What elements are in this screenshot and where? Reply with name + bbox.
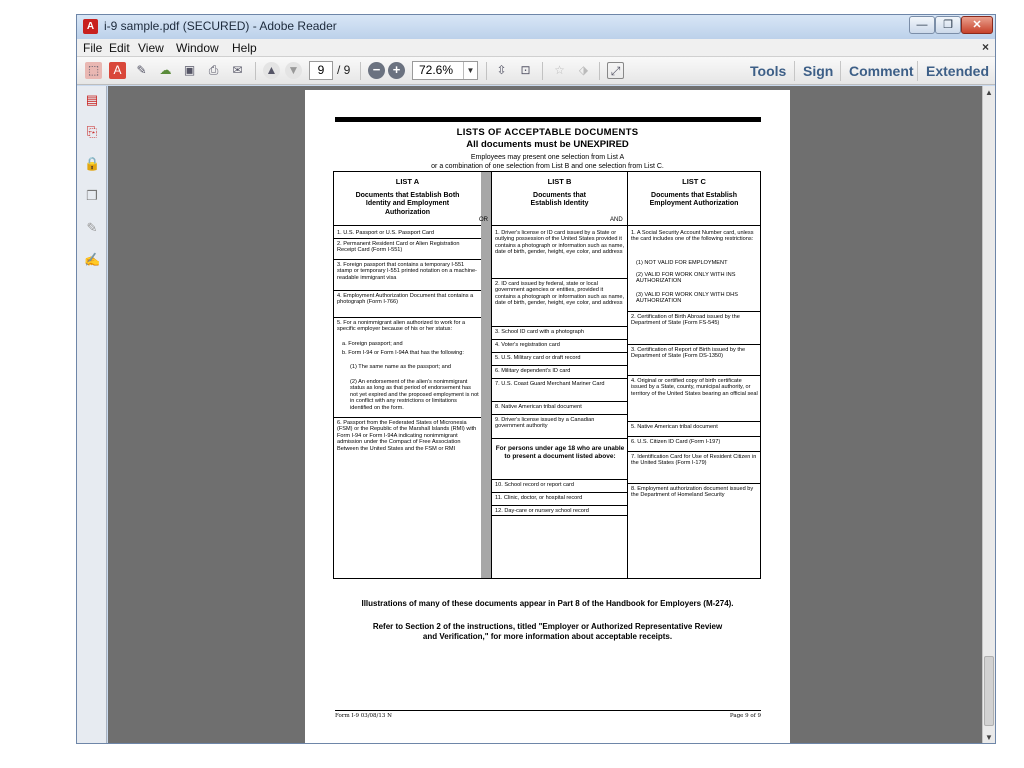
list-b-name: LIST B	[547, 177, 572, 186]
window-title: i-9 sample.pdf (SECURED) - Adobe Reader	[104, 19, 337, 33]
menu-help[interactable]: Help	[232, 41, 257, 55]
or-separator-column	[481, 172, 491, 578]
page-number-label: Page 9 of 9	[729, 713, 761, 719]
list-item: 1. A Social Security Account Number card, unless the card includes one of the following restrictions:	[631, 230, 754, 243]
list-item: 7. U.S. Coast Guard Merchant Mariner Card	[492, 378, 627, 388]
maximize-button[interactable]: ❐	[935, 16, 961, 34]
list-c-name: LIST C	[682, 177, 706, 186]
adobe-reader-window	[76, 14, 996, 744]
list-item: 1. U.S. Passport or U.S. Passport Card	[337, 230, 434, 236]
document-subtitle: All documents must be UNEXPIRED	[466, 139, 629, 150]
comment-link[interactable]: Comment	[849, 63, 914, 79]
list-item: (2) VALID FOR WORK ONLY WITH INS AUTHORIZATION	[636, 272, 736, 285]
form-identifier: Form I-9 03/08/13 N	[335, 713, 392, 719]
menu-window[interactable]: Window	[176, 41, 219, 55]
full-screen-icon[interactable]: ⤢	[607, 62, 624, 79]
intro-line: or a combination of one selection from List B and one selection from List C.	[431, 163, 664, 170]
email-icon[interactable]: ✉	[232, 63, 243, 77]
adobe-reader-app-icon: A	[83, 19, 98, 34]
list-item: 12. Day-care or nursery school record	[492, 505, 627, 516]
footer-rule	[335, 710, 761, 711]
title-bar[interactable]	[77, 15, 995, 39]
lock-icon[interactable]: 🔒	[84, 156, 101, 171]
chevron-down-icon[interactable]: ▼	[463, 62, 477, 79]
sign-link[interactable]: Sign	[803, 63, 834, 79]
zoom-select[interactable]	[412, 61, 478, 80]
scroll-up-icon[interactable]: ▲	[985, 88, 993, 97]
minimize-button[interactable]: —	[909, 16, 935, 34]
toolbar-separator	[840, 61, 841, 81]
illustrations-note: Illustrations of many of these documents appear in Part 8 of the Handbook for Employers (M-274).	[361, 599, 734, 608]
navigation-pane	[77, 86, 107, 744]
cloud-icon[interactable]: ☁	[159, 63, 172, 77]
list-item: (3) VALID FOR WORK ONLY WITH DHS AUTHORIZATION	[636, 292, 738, 305]
toolbar	[77, 57, 995, 85]
tools-link[interactable]: Tools	[750, 63, 787, 79]
toolbar-separator	[542, 62, 543, 80]
list-item: 7. Identification Card for Use of Resident Citizen in the United States (Form I-179)	[628, 451, 760, 468]
list-item: 6. U.S. Citizen ID Card (Form I-197)	[628, 436, 760, 446]
create-pdf-icon[interactable]: ⬚	[85, 62, 102, 79]
list-item: 8. Native American tribal document	[492, 401, 627, 411]
acrobat-icon[interactable]: A	[109, 62, 126, 79]
pages-icon[interactable]: ▤	[85, 92, 99, 107]
read-mode-icon[interactable]: ☆	[554, 63, 565, 77]
refer-note: and Verification," for more information about acceptable receipts.	[422, 632, 673, 641]
edit-icon[interactable]: ✎	[136, 63, 147, 77]
page-total: / 9	[337, 63, 351, 77]
toolbar-separator	[599, 62, 600, 80]
list-c-heading: Documents that Establish Employment Authorization	[649, 191, 739, 207]
menu-view[interactable]: View	[138, 41, 164, 55]
list-item: 11. Clinic, doctor, or hospital record	[492, 492, 627, 502]
intro-line: Employees may present one selection from List A	[470, 154, 625, 161]
save-icon[interactable]: ▣	[183, 63, 196, 77]
and-label: AND	[610, 217, 623, 223]
read-mode-icon[interactable]: ⬗	[578, 63, 589, 77]
list-item: 5. For a nonimmigrant alien authorized to work for a specific employer because of his or her status:	[334, 317, 481, 334]
list-item: b. Form I-94 or Form I-94A that has the following:	[342, 350, 464, 356]
desktop-background	[0, 744, 1024, 768]
zoom-out-button[interactable]: −	[368, 62, 385, 79]
vertical-scrollbar[interactable]	[982, 86, 995, 744]
list-item: 2. ID card issued by federal, state or local government agencies or entities, provided it contains a photograph or information such as name, date of birth, gender, height, eye color, and address	[492, 278, 627, 308]
list-item: 2. Certification of Birth Abroad issued by the Department of State (Form FS-545)	[628, 311, 760, 328]
fit-width-icon[interactable]: ⇳	[496, 63, 507, 77]
extended-link[interactable]: Extended	[926, 63, 990, 79]
list-c-header	[628, 172, 760, 226]
menu-edit[interactable]: Edit	[109, 41, 130, 55]
toolbar-separator	[917, 61, 918, 81]
list-item: 1. Driver's license or ID card issued by a State or outlying possession of the United States provided it contains a photograph or information such as name, date of birth, gender, height, eye color, and address	[495, 230, 625, 256]
list-b-column	[491, 172, 627, 578]
list-item: 3. Certification of Report of Birth issued by the Department of State (Form DS-1350)	[628, 344, 760, 361]
list-a-column	[334, 172, 481, 578]
pen-icon[interactable]: ✎	[86, 220, 98, 235]
list-item: (1) NOT VALID FOR EMPLOYMENT	[636, 260, 728, 266]
prev-page-icon[interactable]: ▲	[263, 62, 280, 79]
list-b-header	[492, 172, 627, 226]
minors-heading: For persons under age 18 who are unable to present a document listed above:	[492, 438, 627, 479]
menu-file[interactable]: File	[83, 41, 103, 55]
header-rule	[335, 117, 761, 122]
list-item: 10. School record or report card	[492, 479, 627, 489]
list-a-heading: Documents that Establish Both Identity and Employment Authorization	[355, 191, 460, 216]
print-icon[interactable]: ⎙	[208, 63, 219, 77]
zoom-value: 72.6%	[419, 63, 454, 77]
pdf-page	[305, 90, 790, 744]
documents-table	[333, 171, 761, 579]
layers-icon[interactable]: ❐	[86, 188, 98, 203]
close-button[interactable]: ✕	[961, 16, 993, 34]
list-item: 5. U.S. Military card or draft record	[492, 352, 627, 362]
list-item: 4. Employment Authorization Document that contains a photograph (Form I-766)	[334, 290, 481, 307]
zoom-in-button[interactable]: +	[388, 62, 405, 79]
scrollbar-thumb[interactable]	[984, 656, 994, 726]
refer-note: Refer to Section 2 of the instructions, titled "Employer or Authorized Representative Review	[372, 622, 723, 631]
list-item: 2. Permanent Resident Card or Alien Registration Receipt Card (Form I-551)	[334, 238, 481, 255]
list-item: a. Foreign passport; and	[342, 341, 403, 347]
menu-bar	[77, 39, 995, 57]
document-area[interactable]	[108, 86, 982, 744]
list-item: (2) An endorsement of the alien's nonimmigrant status as long as that period of endorsement has not yet expired and the proposed employment is not in conflict with any restrictions or limitations identified on the form.	[350, 379, 479, 411]
list-item: (1) The same name as the passport; and	[350, 364, 451, 370]
list-item: 4. Original or certified copy of birth certificate issued by a State, county, municipal authority, or territory of the United States bearing an official seal	[628, 375, 760, 398]
toolbar-separator	[255, 62, 256, 80]
list-item: 3. School ID card with a photograph	[492, 326, 627, 336]
or-label: OR	[479, 217, 488, 223]
next-page-icon[interactable]: ▼	[285, 62, 302, 79]
toolbar-separator	[794, 61, 795, 81]
page-number-input[interactable]: 9	[309, 61, 333, 80]
list-item: 9. Driver's license issued by a Canadian government authority	[492, 414, 627, 431]
list-b-heading: Documents that Establish Identity	[530, 191, 589, 207]
toolbar-separator	[360, 62, 361, 80]
document-title: LISTS OF ACCEPTABLE DOCUMENTS	[456, 127, 639, 138]
toolbar-separator	[486, 62, 487, 80]
list-item: 4. Voter's registration card	[492, 339, 627, 349]
list-item: 5. Native American tribal document	[628, 421, 760, 431]
scroll-down-icon[interactable]: ▼	[985, 733, 993, 742]
list-item: 3. Foreign passport that contains a temporary I-551 stamp or temporary I-551 printed notation on a machine-readable immigrant visa	[334, 259, 481, 282]
list-item: 6. Passport from the Federated States of Micronesia (FSM) or the Republic of the Marshall Islands (RMI) with Form I-94 or Form I-94A indicating nonimmigrant admission under the Compact of Free Association Between the United States and the FSM or RMI	[334, 417, 481, 453]
attachments-icon[interactable]: ⎘	[86, 124, 98, 139]
signature-icon[interactable]: ✍	[84, 252, 101, 267]
list-item: 6. Military dependent's ID card	[492, 365, 627, 375]
fit-page-icon[interactable]: ⊡	[520, 63, 531, 77]
list-item: 8. Employment authorization document issued by the Department of Homeland Security	[628, 483, 760, 500]
list-a-name: LIST A	[395, 177, 420, 186]
list-c-column	[627, 172, 760, 578]
document-close-icon[interactable]: ×	[981, 40, 989, 54]
list-a-header	[334, 172, 481, 226]
